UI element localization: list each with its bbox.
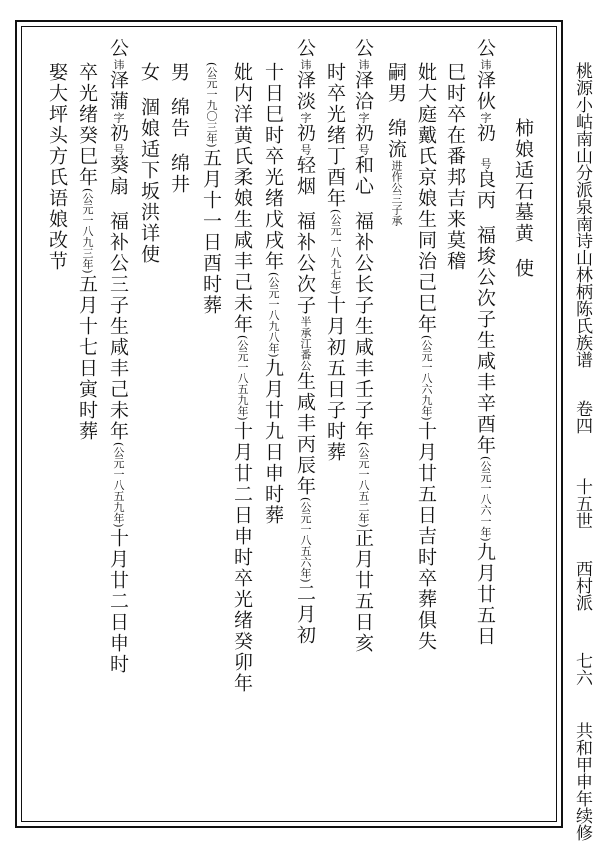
body-text: 时卒光绪丁酉年 — [324, 62, 346, 209]
body-text: 礽 — [294, 123, 316, 144]
generation-label: 十五世 — [572, 478, 592, 529]
annotation-text: (公元一八五二年) — [357, 442, 370, 528]
body-text: 生咸丰丙辰年 — [294, 371, 316, 497]
body-text: 公 — [107, 38, 129, 59]
body-text: 女 — [138, 62, 160, 83]
body-text: 公 — [474, 38, 496, 59]
annotation-text: (公元一八九八年) — [267, 272, 280, 358]
body-text: 十日巳时卒光绪戊戌年 — [262, 62, 284, 272]
text-column — [229, 62, 255, 694]
body-text: 五月十七日寅时葬 — [76, 273, 98, 442]
body-text: 九月廿九日申时葬 — [262, 357, 284, 526]
text-column — [472, 38, 498, 647]
text-column — [383, 62, 409, 226]
edition-label: 共和甲申年续修 — [572, 722, 592, 841]
text-column — [292, 38, 318, 646]
body-text: 嗣男 — [385, 62, 407, 104]
annotation-text: (公元一九〇三年) — [205, 62, 218, 148]
page-number: 七六 — [572, 652, 592, 686]
body-text: 绵流 — [385, 118, 407, 160]
text-column — [105, 38, 131, 675]
text-column — [198, 62, 224, 316]
body-text: 九月廿五日 — [474, 541, 496, 647]
text-column — [442, 62, 468, 272]
body-text: 二月初 — [294, 582, 316, 646]
body-text: 涸娘适下坂洪详使 — [138, 97, 160, 265]
margin-column — [568, 0, 596, 850]
annotation-text: 字 — [112, 112, 125, 123]
body-text: 妣大庭戴氏京娘生同治己巳年 — [415, 62, 437, 335]
annotation-text: 进作公三子承 — [390, 160, 403, 226]
body-text: 绵告 — [168, 97, 190, 139]
body-text: 正月廿五日亥 — [352, 527, 374, 654]
annotation-text: 半承江番公 — [299, 316, 312, 371]
body-text: 福补公次子 — [294, 211, 316, 316]
body-text: 公 — [352, 38, 374, 59]
body-text: 礽 — [474, 123, 496, 144]
text-column — [44, 62, 70, 272]
text-column — [74, 62, 100, 442]
annotation-text: 号 — [479, 158, 492, 169]
annotation-text: 字 — [479, 112, 492, 123]
text-column — [322, 62, 348, 463]
text-column — [510, 118, 536, 279]
book-title: 桃源小岵南山分派泉南诗山林柄陈氏族谱 — [572, 62, 592, 368]
annotation-text: (公元一八九七年) — [329, 209, 342, 295]
body-text: 良丙 — [474, 169, 496, 211]
body-text: 卒光绪癸巳年 — [76, 62, 98, 188]
body-text: 十月廿二日申时卒光绪癸卯年 — [231, 420, 253, 694]
text-column — [350, 38, 376, 654]
body-text: 礽 — [107, 123, 129, 144]
body-text: 男 — [168, 62, 190, 83]
annotation-text: (公元一八六一年) — [479, 456, 492, 542]
body-text: 五月十一日酉时葬 — [200, 147, 222, 316]
annotation-text: 讳 — [479, 59, 492, 70]
body-text: 使 — [512, 258, 534, 279]
annotation-text: 号 — [299, 144, 312, 155]
annotation-text: 字 — [357, 112, 370, 123]
annotation-text: (公元一八五九年) — [236, 335, 249, 421]
text-column — [166, 62, 192, 195]
body-text: 泽伙 — [474, 70, 496, 112]
annotation-text: (公元一八六九年) — [420, 335, 433, 421]
text-column — [413, 62, 439, 652]
body-text: 妣内洋黄氏柔娘生咸丰己未年 — [231, 62, 253, 335]
annotation-text: 讳 — [112, 59, 125, 70]
annotation-text: (公元一八五六年) — [299, 497, 312, 583]
body-text: 娶大坪头方氏语娘改节 — [46, 62, 68, 272]
annotation-text: 字 — [299, 112, 312, 123]
body-text: 十月廿五日吉时卒葬俱失 — [415, 420, 437, 652]
body-text: 泽洽 — [352, 70, 374, 112]
annotation-text: 讳 — [357, 59, 370, 70]
body-text: 公 — [294, 38, 316, 59]
body-text: 礽 — [352, 123, 374, 144]
annotation-text: 号 — [357, 144, 370, 155]
body-text: 福补公三子生咸丰己未年 — [107, 211, 129, 442]
branch-label: 西村派 — [572, 560, 592, 611]
annotation-text: (公元一八九三年) — [81, 188, 94, 274]
annotation-text: 号 — [112, 144, 125, 155]
text-column — [136, 62, 162, 265]
body-text: 绵井 — [168, 153, 190, 195]
body-text: 和心 — [352, 155, 374, 197]
body-text: 十月廿二日申时 — [107, 527, 129, 675]
text-column — [260, 62, 286, 526]
body-text: 轻烟 — [294, 155, 316, 197]
body-text: 福补公长子生咸丰壬子年 — [352, 211, 374, 442]
body-text: 福埈公次子生咸丰辛酉年 — [474, 225, 496, 456]
annotation-text: (公元一八五九年) — [112, 442, 125, 528]
annotation-text: 讳 — [299, 59, 312, 70]
body-text: 泽蒲 — [107, 70, 129, 112]
body-text: 葵扇 — [107, 155, 129, 197]
body-text: 巳时卒在番邦吉来莫稽 — [444, 62, 466, 272]
body-text: 柿娘适石墓黄 — [512, 118, 534, 244]
volume-label: 卷四 — [572, 400, 592, 434]
body-text: 十月初五日子时葬 — [324, 294, 346, 463]
body-text: 泽淡 — [294, 70, 316, 112]
